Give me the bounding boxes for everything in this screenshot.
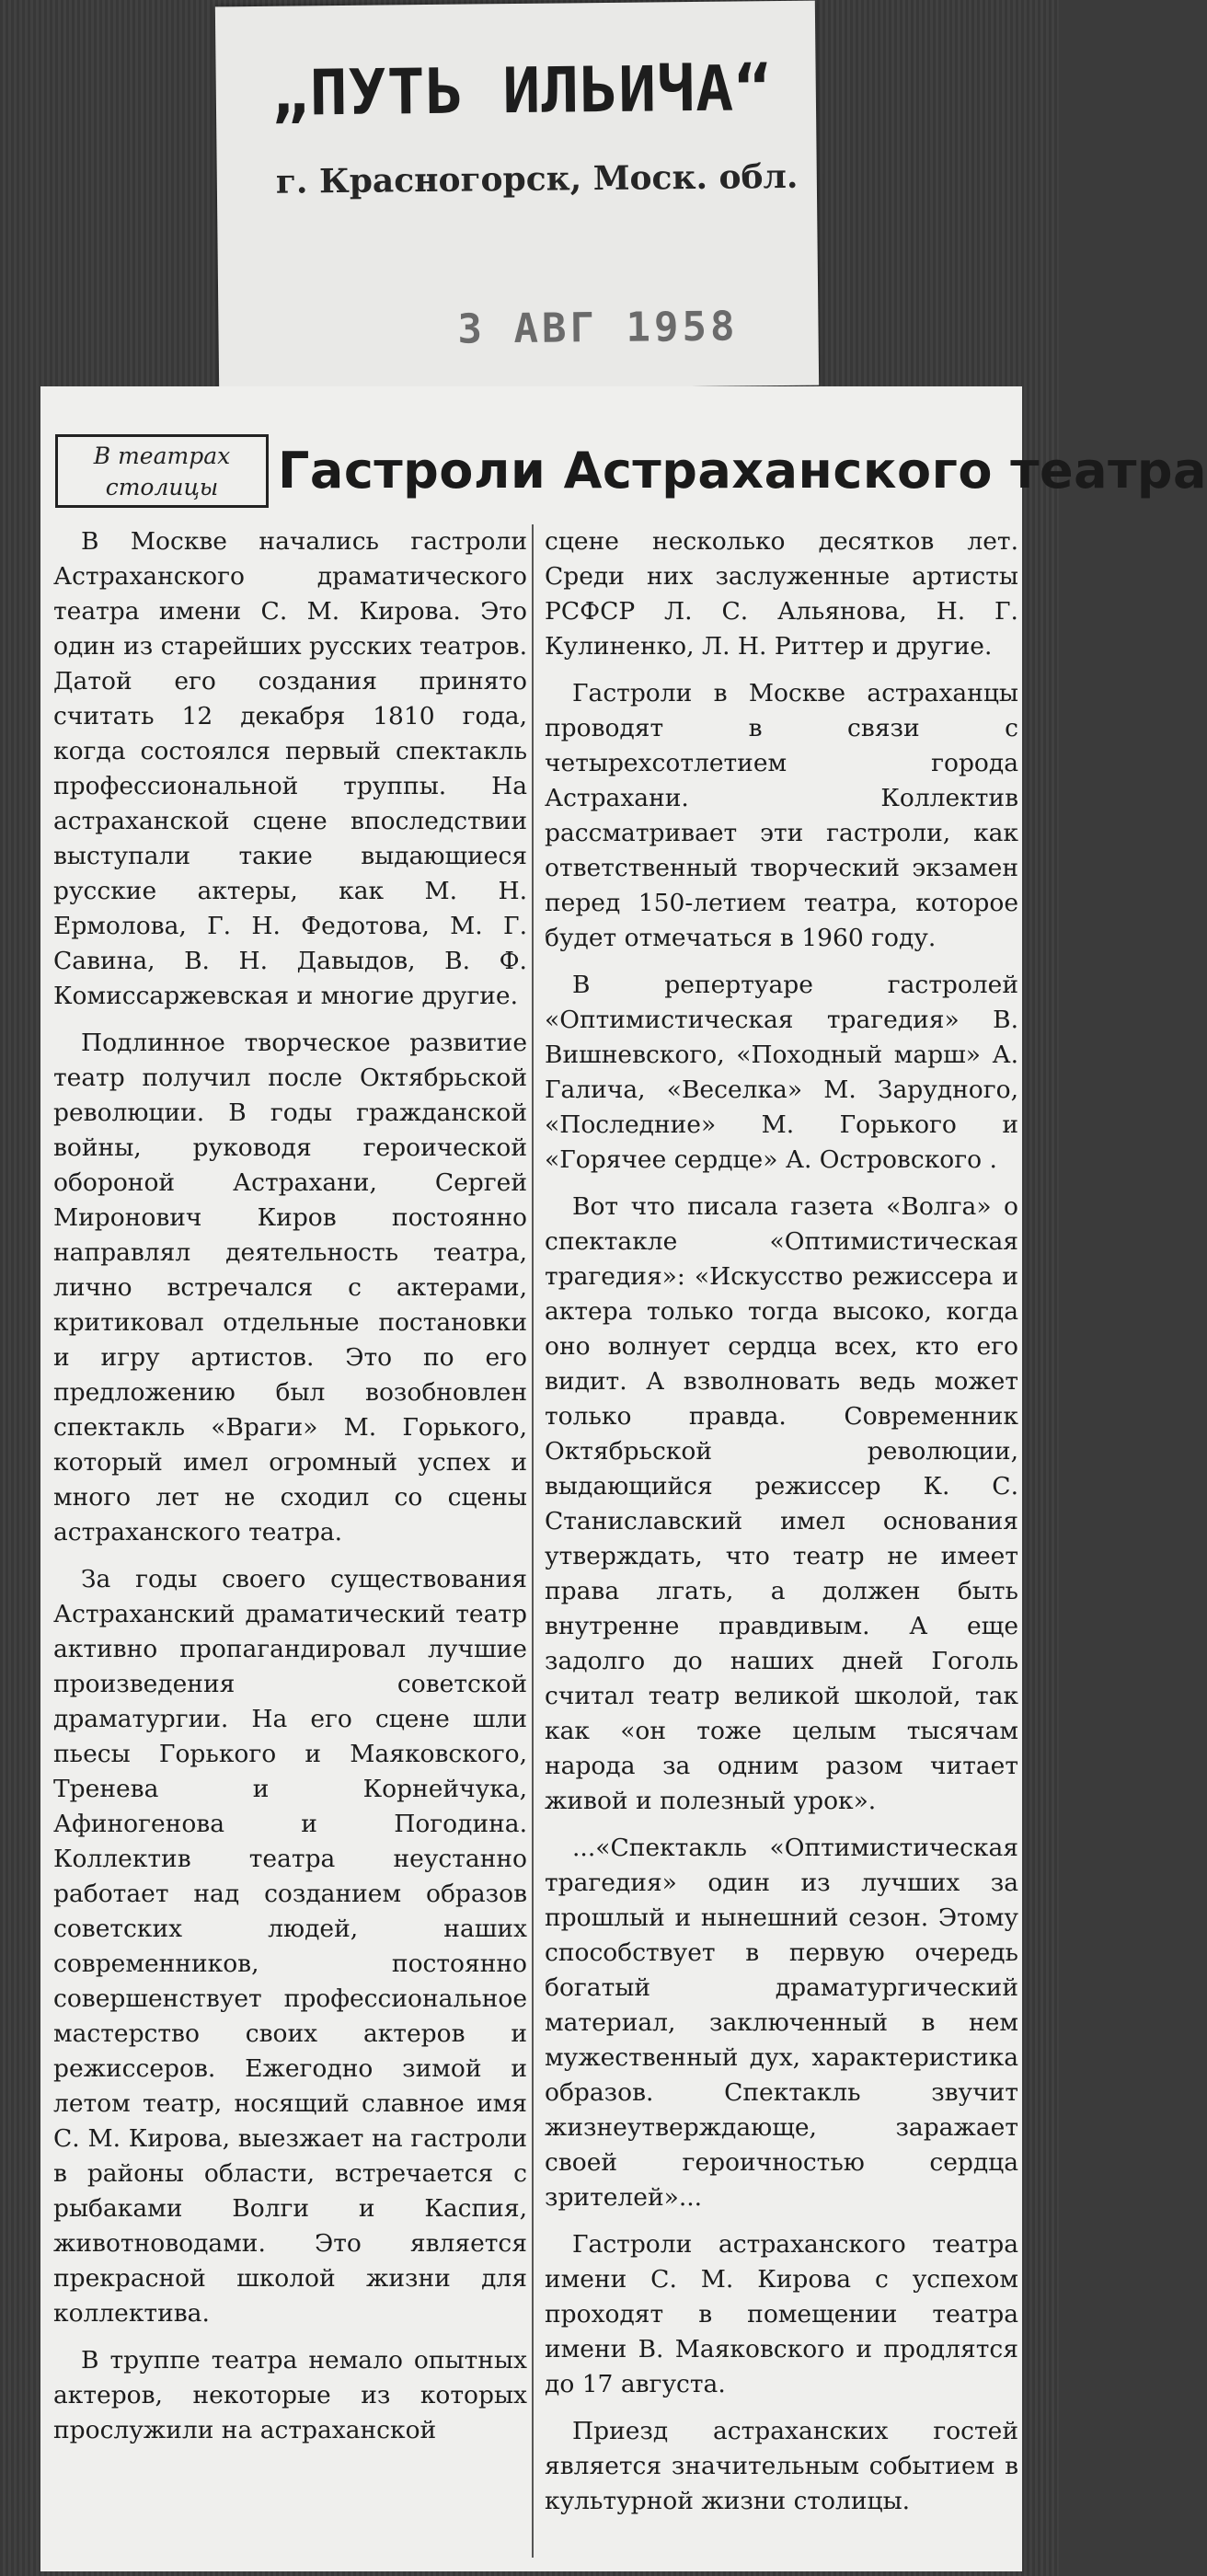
- paragraph: ...«Спектакль «Оптимистическая трагедия» один из лучших за прошлый и нынешний сезон. Этому способствует в первую очередь богатый драматургический материал, заключенный в нем мужественный дух, характеристика образов. Спектакль звучит жизнеутверждающе, заражает своей героичностью сердца зрителей»...: [545, 1834, 1018, 2212]
- article-column-left: [53, 524, 527, 2460]
- paragraph: сцене несколько десятков лет. Среди них заслуженные артисты РСФСР Л. С. Альянова, Н. Г. Кулиненко, Л. Н. Риттер и другие.: [545, 527, 1018, 661]
- paragraph: За годы своего существования Астраханский драматический театр активно пропагандировал лучшие произведения советской драматургии. На его сцене шли пьесы Горького и Маяковского, Тренева и Корнейчука, Афиногенова и Погодина. Коллектив театра неустанно работает над созданием образов советских людей, наших современников, постоянно совершенствует профессиональное мастерство своих актеров и режиссеров. Ежегодно зимой и летом театр, носящий славное имя С. М. Кирова, выезжает на гастроли в районы области, встречается с рыбаками Волги и Каспия, животноводами. Это является прекрасной школой жизни для коллектива.: [53, 1565, 527, 2328]
- rubric-line: столицы: [105, 474, 219, 500]
- stamp-date: 3 АВГ 1958: [457, 303, 739, 353]
- paragraph: Вот что писала газета «Волга» о спектакле «Оптимистическая трагедия»: «Искусство режиссера и актера только тогда высоко, когда оно волнует сердца всех, кто его видит. А взволновать ведь может только правда. Современник Октябрьской революции, выдающийся режиссер К. С. Станиславский имел основания утверждать, что театр не имеет права лгать, а должен быть внутренне правдивым. А еще задолго до наших дней Гоголь считал театр великой школой, так как «он тоже целым тысячам народа за одним разом читает живой и полезный урок».: [545, 1192, 1018, 1815]
- column-divider: [532, 524, 534, 2558]
- paragraph: В репертуаре гастролей «Оптимистическая трагедия» В. Вишневского, «Походный марш» А. Галича, «Веселка» М. Зарудного, «Последние» М. Горького и «Горячее сердце» А. Островского .: [545, 971, 1018, 1174]
- article-headline: Гастроли Астраханского театра: [278, 442, 1207, 500]
- paragraph: Приезд астраханских гостей является значительным событием в культурной жизни столицы.: [545, 2417, 1018, 2515]
- newspaper-stamp-slip: [215, 1, 819, 392]
- paragraph: В труппе театра немало опытных актеров, некоторые из которых прослужили на астраханской: [53, 2346, 527, 2444]
- rubric-box: [55, 434, 269, 508]
- rubric-line: В театрах: [93, 443, 231, 469]
- paragraph: В Москве начались гастроли Астраханского драматического театра имени С. М. Кирова. Это один из старейших русских театров. Датой его создания принято считать 12 декабря 1810 года, когда состоялся первый спектакль профессиональной труппы. На астраханской сцене впоследствии выступали такие выдающиеся русские актеры, как М. Н. Ермолова, Г. Н. Федотова, М. Г. Савина, В. Н. Давыдов, В. Ф. Комиссаржевская и многие другие.: [53, 527, 527, 1010]
- paragraph: Подлинное творческое развитие театр получил после Октябрьской революции. В годы гражданской войны, руководя героической обороной Астрахани, Сергей Миронович Киров постоянно направлял деятельность театра, лично встречался с актерами, критиковал отдельные постановки и игру артистов. Это по его предложению был возобновлен спектакль «Враги» М. Горького, который имел огромный успех и много лет не сходил со сцены астраханского театра.: [53, 1029, 527, 1547]
- article-column-right: [545, 524, 1018, 2531]
- stamp-newspaper-name: „ПУТЬ ИЛЬИЧА“: [270, 52, 774, 131]
- paragraph: Гастроли в Москве астраханцы проводят в связи с четырехсотлетием города Астрахани. Коллектив рассматривает эти гастроли, как ответственный творческий экзамен перед 150-летием театра, которое будет отмечаться в 1960 году.: [545, 679, 1018, 952]
- article-clipping: [40, 386, 1207, 2571]
- paragraph: Гастроли астраханского театра имени С. М. Кирова с успехом проходят в помещении театра имени В. Маяковского и продлятся до 17 августа.: [545, 2230, 1018, 2398]
- stamp-city: г. Красногорск, Моск. обл.: [275, 156, 799, 201]
